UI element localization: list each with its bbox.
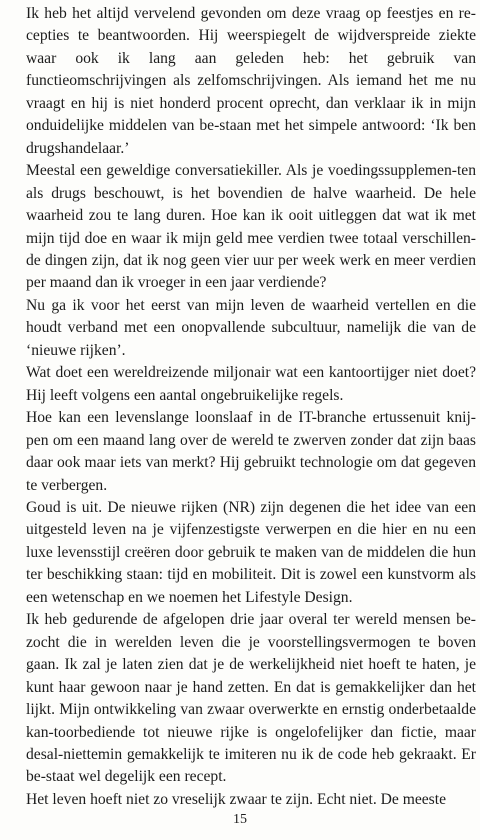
paragraph-4: Wat doet een wereldreizende miljonair wat een kantoortijger niet doet? Hij leeft volgens een aantal ongebruikelijke regels. [26, 364, 476, 404]
paragraph-5: Hoe kan een levenslange loonslaaf in de IT-branche ertussenuit knij-pen om een maand lang over de wereld te zwerven zonder dat zijn baas daar ook maar iets van merkt? Hij gebruikt technologie om dat gegeven te verbergen. [26, 409, 476, 494]
page-number: 15 [233, 812, 247, 827]
paragraph-1: Ik heb het altijd vervelend gevonden om deze vraag op feestjes en re-cepties te beantwoorden. Hij weerspiegelt de wijdverspreide ziekte waar ook ik lang aan geleden heb: het gebruik van functieomschrijvingen als zelfomschrijvingen. Als iemand het me nu vraagt en hij is niet honderd procent oprecht, dan verklaar ik in mijn onduidelijke middelen van be-staan met het simpele antwoord: ‘Ik ben drugshandelaar.’ [26, 5, 476, 157]
paragraph-2: Meestal een geweldige conversatiekiller. Als je voedingssupplemen-ten als drugs beschouwt, is het bovendien de halve waarheid. De hele waarheid zou te lang duren. Hoe kan ik ooit uitleggen dat wat ik met mijn tijd doe en waar ik mijn geld mee verdien twee totaal verschillen-de dingen zijn, dat ik nog geen vier uur per week werk en meer verdien per maand dan ik vroeger in een jaar verdiende? [26, 162, 476, 292]
paragraph-6: Goud is uit. De nieuwe rijken (NR) zijn degenen die het idee van een uitgesteld leven na je vijfenzestigste verwerpen en die hier en nu een luxe levensstijl creëren door gebruik te maken van de middelen die hun ter beschikking staan: tijd en mobiliteit. Dit is zowel een kunstvorm als een wetenschap en we noemen het Lifestyle Design. [26, 498, 476, 606]
paragraph-7: Ik heb gedurende de afgelopen drie jaar overal ter wereld mensen be-zocht die in werelden leven die je voorstellingsvermogen te boven gaan. Ik zal je laten zien dat je de werkelijkheid niet hoeft te haten, je kunt haar gewoon naar je hand zetten. En dat is gemakkelijker dan het lijkt. Mijn ontwikkeling van zwaar overwerkte en ernstig onderbetaalde kan-toorbediende tot nieuwe rijke is ongelofelijker dan fictie, maar desal-niettemin gemakkelijk te imiteren nu ik de code heb gekraakt. Er be-staat wel degelijk een recept. [26, 611, 476, 786]
paragraph-8: Het leven hoeft niet zo vreselijk zwaar te zijn. Echt niet. De meeste [26, 790, 446, 808]
paragraph-3: Nu ga ik voor het eerst van mijn leven de waarheid vertellen en die houdt verband met een onopvallende subcultuur, namelijk die van de ‘nieuwe rijken’. [26, 296, 476, 359]
body-text [26, 3, 476, 811]
